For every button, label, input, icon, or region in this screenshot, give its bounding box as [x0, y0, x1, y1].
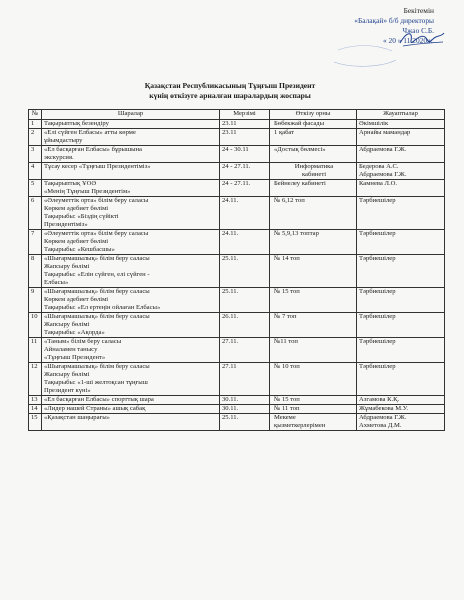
cell-event — [42, 414, 220, 431]
cell-line: Абдраемова Г.Ж. — [359, 146, 407, 153]
cell-responsible — [357, 396, 445, 405]
cell-date: 27.11. — [220, 338, 270, 363]
table-row — [29, 338, 445, 363]
cell-line: Ахметова Д.М. — [359, 422, 402, 429]
cell-line: № 11 топ — [274, 405, 300, 412]
table-row — [29, 255, 445, 288]
cell-place — [270, 129, 357, 146]
header-responsible: Жауаптылар — [357, 110, 445, 120]
cell-responsible — [357, 313, 445, 338]
cell-date: 24 - 27.11. — [220, 180, 270, 197]
table-row — [29, 197, 445, 230]
cell-num: 14 — [29, 405, 42, 414]
cell-line: Тақырыптық безендіру — [44, 120, 109, 127]
cell-line: № 15 топ — [274, 288, 300, 295]
cell-line: Тақырыбы: «Ел ертеңін ойлаған Елбасы» — [44, 304, 161, 311]
table-row — [29, 288, 445, 313]
approval-line: Чжао С.Б. — [402, 26, 434, 35]
cell-event — [42, 396, 220, 405]
cell-num: 10 — [29, 313, 42, 338]
cell-event — [42, 363, 220, 396]
cell-responsible — [357, 180, 445, 197]
cell-line: «Қазақстан шаңырағы» — [44, 414, 110, 421]
cell-line: Абдраемова Г.Ж. — [359, 171, 407, 178]
cell-line: Абдраемова Г.Ж. — [359, 414, 407, 421]
cell-responsible — [357, 120, 445, 129]
cell-date: 25.11. — [220, 255, 270, 288]
cell-line: қызметкерлерімен — [274, 422, 326, 429]
approval-line: Бекітемін — [403, 6, 434, 15]
cell-line: «Достық бөлмесі» — [274, 146, 326, 153]
cell-responsible — [357, 414, 445, 431]
cell-date: 24.11. — [220, 197, 270, 230]
cell-responsible — [357, 129, 445, 146]
cell-place — [270, 414, 357, 431]
cell-line: «Ел басқарған Елбасы» спорттық шара — [44, 396, 154, 403]
cell-num: 2 — [29, 129, 42, 146]
cell-num: 3 — [29, 146, 42, 163]
cell-date: 27.11 — [220, 363, 270, 396]
cell-line: Тәрбиешілер — [359, 363, 396, 370]
cell-event — [42, 129, 220, 146]
cell-line: «Әлеуметтік орта» білім беру саласы — [44, 230, 149, 237]
cell-line: Тақырыбы: «Кешбасшы» — [44, 246, 115, 253]
cell-place — [270, 230, 357, 255]
cell-event — [42, 313, 220, 338]
table-row — [29, 405, 445, 414]
cell-responsible — [357, 288, 445, 313]
cell-date: 24 - 27.11. — [220, 163, 270, 180]
cell-line: Көркем әдебиет бөлімі — [44, 205, 109, 212]
table-row — [29, 146, 445, 163]
cell-num: 4 — [29, 163, 42, 180]
table-row — [29, 230, 445, 255]
cell-line: Тәрбиешілер — [359, 255, 396, 262]
cell-num: 8 — [29, 255, 42, 288]
cell-place — [270, 255, 357, 288]
cell-event — [42, 255, 220, 288]
cell-line: Тәрбиешілер — [359, 230, 396, 237]
cell-place — [270, 146, 357, 163]
cell-line: Камнева Л.О. — [359, 180, 397, 187]
cell-event — [42, 146, 220, 163]
cell-line: Азгамова К.Қ. — [359, 396, 400, 403]
cell-event — [42, 197, 220, 230]
cell-line: «Ел басқарған Елбасы» бұрышына — [44, 146, 142, 153]
cell-num: 5 — [29, 180, 42, 197]
cell-place — [270, 338, 357, 363]
cell-num: 7 — [29, 230, 42, 255]
cell-line: Информатика — [294, 163, 334, 170]
cell-event — [42, 163, 220, 180]
table-row — [29, 313, 445, 338]
cell-date: 23.11 — [220, 120, 270, 129]
cell-line: «Шығармашылық» білім беру саласы — [44, 363, 150, 370]
cell-responsible — [357, 163, 445, 180]
cell-line: № 7 топ — [274, 313, 297, 320]
events-table — [28, 109, 445, 431]
cell-line: Бедерова А.С. — [359, 163, 399, 170]
cell-event — [42, 180, 220, 197]
cell-line: «Елі сүйген Елбасы» атты көрме — [44, 129, 136, 136]
cell-line: Тәрбиешілер — [359, 338, 396, 345]
cell-line: Жұмабекова М.У. — [359, 405, 408, 412]
cell-line: Тақырыбы: «1-ші желтоқсан тұңғыш — [44, 379, 148, 386]
cell-line: № 5,9,13 топтар — [274, 230, 319, 237]
cell-line: Тақырыптық ҰОӘ — [44, 180, 97, 187]
cell-line: Жапсыру бөлімі — [44, 371, 90, 378]
header-place: Өткізу орны — [270, 110, 357, 120]
cell-line: Тақырыбы: «Біздің сүйікті — [44, 213, 119, 220]
header-event: Шаралар — [42, 110, 220, 120]
cell-date: 24.11. — [220, 230, 270, 255]
cell-date: 26.11. — [220, 313, 270, 338]
cell-date: 23.11 — [220, 129, 270, 146]
cell-line: Жапсыру бөлімі — [44, 321, 90, 328]
cell-place — [270, 396, 357, 405]
cell-event — [42, 405, 220, 414]
cell-place — [270, 313, 357, 338]
table-row — [29, 396, 445, 405]
cell-line: № 15 топ — [274, 396, 300, 403]
cell-line: Жапсыру бөлімі — [44, 263, 90, 270]
cell-responsible — [357, 230, 445, 255]
cell-responsible — [357, 338, 445, 363]
cell-responsible — [357, 405, 445, 414]
table-body — [29, 120, 445, 431]
table-row — [29, 120, 445, 129]
cell-line: «Менің Тұңғыш Президентім» — [44, 188, 131, 195]
cell-line: Тәрбиешілер — [359, 313, 396, 320]
table-row — [29, 363, 445, 396]
cell-event — [42, 338, 220, 363]
cell-line: №11 топ — [274, 338, 298, 345]
table-row — [29, 163, 445, 180]
cell-line: № 10 топ — [274, 363, 300, 370]
cell-place — [270, 163, 357, 180]
cell-line: «Шығармашылық» білім беру саласы — [44, 313, 150, 320]
title-line: Қазақстан Республикасының Тұңғыш Президент — [144, 81, 316, 90]
cell-responsible — [357, 255, 445, 288]
cell-line: Әкімшілік — [359, 120, 389, 127]
cell-place — [270, 180, 357, 197]
cell-line: Бөбекжай фасады — [274, 120, 325, 127]
cell-line: «Тұңғыш Президент» — [44, 354, 106, 361]
cell-line: Елбасы» — [44, 279, 69, 286]
cell-date: 30.11. — [220, 405, 270, 414]
cell-line: Тақырыбы: «Ақорда» — [44, 329, 105, 336]
document-title — [60, 81, 400, 101]
cell-line: Президент күні» — [44, 387, 91, 394]
cell-responsible — [357, 363, 445, 396]
cell-line: Көркем әдебиет бөлімі — [44, 238, 109, 245]
header-num: № — [29, 110, 42, 120]
cell-line: 1 қабат — [274, 129, 295, 136]
cell-event — [42, 230, 220, 255]
signature-icon — [397, 27, 447, 49]
approval-line: «Балақай» б/б директоры — [354, 16, 434, 25]
cell-line: Айналамен таныcу — [44, 346, 98, 353]
cell-num: 1 — [29, 120, 42, 129]
cell-line: Тақырыбы: «Елін сүйген, елі сүйген - — [44, 271, 150, 278]
cell-line: Көркем әдебиет бөлімі — [44, 296, 109, 303]
cell-line: «Әлеуметтік орта» білім беру саласы — [44, 197, 149, 204]
cell-line: № 6,12 топ — [274, 197, 305, 204]
cell-num: 11 — [29, 338, 42, 363]
cell-line: «Шығармашылық» білім беру саласы — [44, 288, 150, 295]
cell-place — [270, 363, 357, 396]
cell-line: «Лидер нашей Страны» ашық сабақ — [44, 405, 146, 412]
cell-line: Президентіміз» — [44, 221, 88, 228]
cell-line: «Таным» білім беру саласы — [44, 338, 122, 345]
title-line: күнің өткізуге арналған шаралардың жоспары — [149, 91, 311, 100]
cell-line: «Шығармашылық» білім беру саласы — [44, 255, 150, 262]
cell-num: 6 — [29, 197, 42, 230]
cell-place — [270, 197, 357, 230]
cell-responsible — [357, 197, 445, 230]
cell-num: 13 — [29, 396, 42, 405]
cell-line: Арнайы мамандар — [359, 129, 411, 136]
cell-num: 9 — [29, 288, 42, 313]
cell-place — [270, 288, 357, 313]
cell-line: экскурсия. — [44, 154, 74, 161]
cell-line: № 14 топ — [274, 255, 300, 262]
cell-place — [270, 120, 357, 129]
cell-place — [270, 405, 357, 414]
approval-date: « 20 » 11 2020ж. — [382, 36, 434, 45]
cell-date: 25.11. — [220, 414, 270, 431]
cell-num: 15 — [29, 414, 42, 431]
cell-event — [42, 288, 220, 313]
cell-num: 12 — [29, 363, 42, 396]
table-row — [29, 414, 445, 431]
cell-line: кабинеті — [301, 171, 327, 178]
cell-responsible — [357, 146, 445, 163]
cell-line: Тәрбиешілер — [359, 288, 396, 295]
table-row — [29, 180, 445, 197]
cell-line: ұйымдастыру — [44, 137, 83, 144]
table-row — [29, 129, 445, 146]
cell-date: 24 - 30.11 — [220, 146, 270, 163]
cell-date: 30.11. — [220, 396, 270, 405]
cell-line: Бейнелеу кабинеті — [274, 180, 326, 187]
stamp-icon — [330, 40, 400, 70]
cell-line: Тәрбиешілер — [359, 197, 396, 204]
header-date: Мерзімі — [220, 110, 270, 120]
table-header-row — [29, 110, 445, 120]
cell-line: Тұсау кесер «Тұңғыш Президентіміз» — [44, 163, 151, 170]
cell-line: Мекеме — [274, 414, 296, 421]
cell-date: 25.11. — [220, 288, 270, 313]
cell-event — [42, 120, 220, 129]
